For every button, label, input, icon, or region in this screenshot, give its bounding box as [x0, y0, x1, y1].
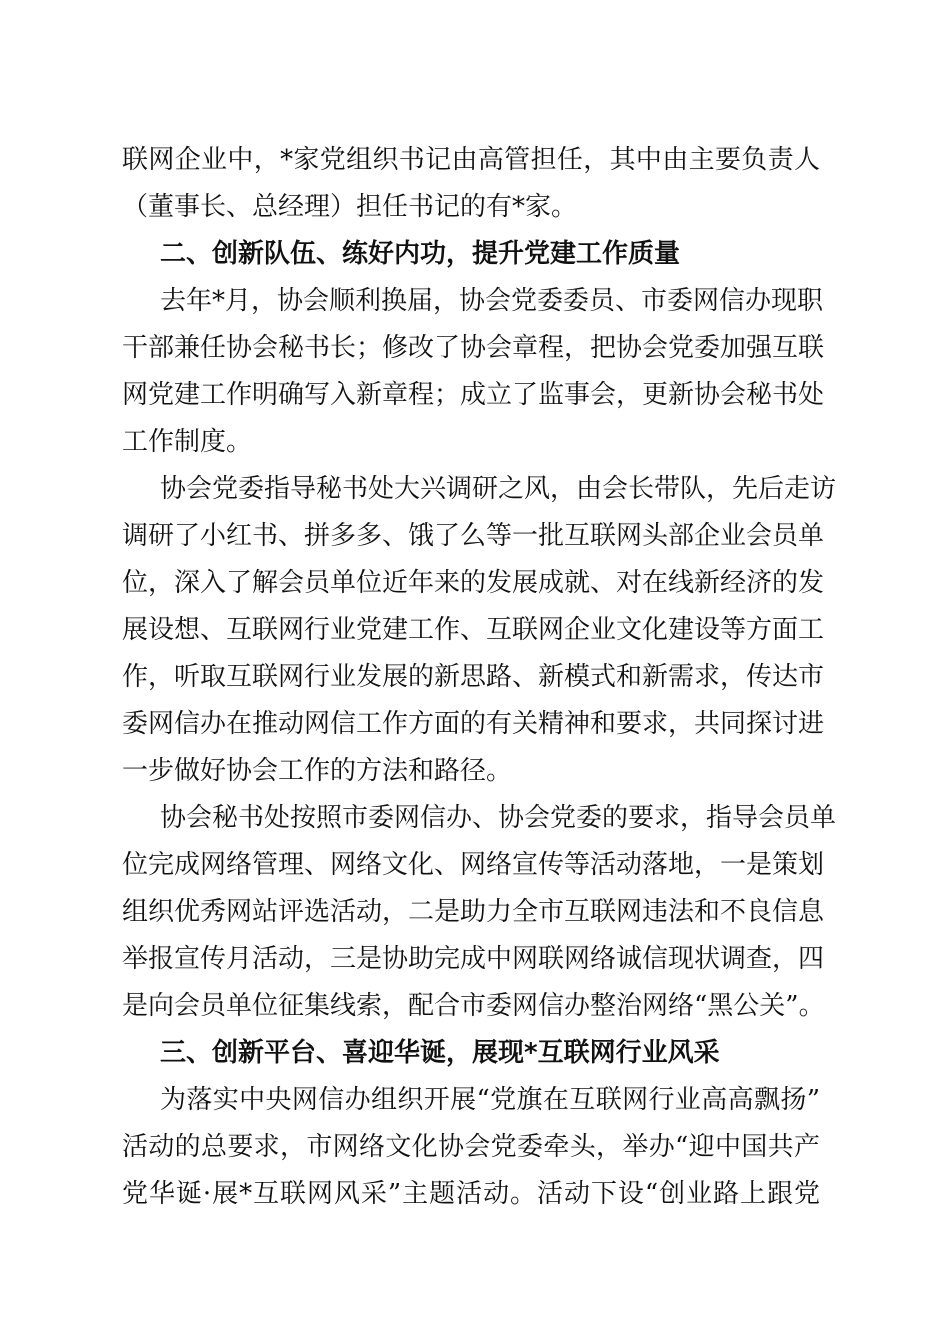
body-line: [0, 516, 950, 556]
line-text: 工作制度。: [122, 427, 253, 457]
body-line: [0, 563, 950, 603]
line-text: 党华诞·展*互联网风采”主题活动。活动下设“创业路上跟党: [122, 1179, 820, 1209]
line-text: 去年*月，协会顺利换届，协会党委委员、市委网信办现职: [160, 286, 824, 316]
body-line: [0, 1080, 950, 1120]
body-line: [0, 939, 950, 979]
body-line: [0, 657, 950, 697]
line-text: 委网信办在推动网信工作方面的有关精神和要求，共同探讨进: [122, 709, 825, 739]
line-text: 调研了小红书、拼多多、饿了么等一批互联网头部企业会员单: [122, 521, 825, 551]
line-text: 位完成网络管理、网络文化、网络宣传等活动落地，一是策划: [122, 850, 825, 880]
line-text: 作，听取互联网行业发展的新思路、新模式和新需求，传达市: [122, 662, 825, 692]
body-line: [0, 704, 950, 744]
body-line: [0, 610, 950, 650]
line-text: 协会党委指导秘书处大兴调研之风，由会长带队，先后走访: [160, 474, 837, 504]
section-heading: [0, 1033, 950, 1073]
section-heading: [0, 234, 950, 274]
line-text: 举报宣传月活动，三是协助完成中网联网络诚信现状调查，四: [122, 944, 825, 974]
line-text: 是向会员单位征集线索，配合市委网信办整治网络“黑公关”。: [122, 991, 825, 1021]
line-text: 展设想、互联网行业党建工作、互联网企业文化建设等方面工: [122, 615, 825, 645]
body-line: [0, 281, 950, 321]
line-text: 协会秘书处按照市委网信办、协会党委的要求，指导会员单: [160, 803, 837, 833]
body-line: [0, 798, 950, 838]
body-line: [0, 1174, 950, 1214]
body-line: [0, 1127, 950, 1167]
body-line: [0, 751, 950, 791]
body-line: [0, 140, 950, 180]
line-text: 组织优秀网站评选活动，二是助力全市互联网违法和不良信息: [122, 897, 825, 927]
body-line: [0, 187, 950, 227]
body-line: [0, 845, 950, 885]
heading-text: 三、创新平台、喜迎华诞，展现*互联网行业风采: [160, 1038, 720, 1068]
line-text: 一步做好协会工作的方法和路径。: [122, 756, 513, 786]
body-line: [0, 328, 950, 368]
body-line: [0, 986, 950, 1026]
line-text: 干部兼任协会秘书长；修改了协会章程，把协会党委加强互联: [122, 333, 825, 363]
body-line: [0, 375, 950, 415]
line-text: 联网企业中，*家党组织书记由高管担任，其中由主要负责人: [122, 145, 820, 175]
line-text: 位，深入了解会员单位近年来的发展成就、对在线新经济的发: [122, 568, 825, 598]
body-line: [0, 892, 950, 932]
line-text: 活动的总要求，市网络文化协会党委牵头，举办“迎中国共产: [122, 1132, 820, 1162]
line-text: 网党建工作明确写入新章程；成立了监事会，更新协会秘书处: [122, 380, 825, 410]
body-line: [0, 422, 950, 462]
line-text: 为落实中央网信办组织开展“党旗在互联网行业高高飘扬”: [160, 1085, 820, 1115]
body-line: [0, 469, 950, 509]
heading-text: 二、创新队伍、练好内功，提升党建工作质量: [160, 239, 681, 269]
line-text: （董事长、总经理）担任书记的有*家。: [122, 192, 578, 222]
